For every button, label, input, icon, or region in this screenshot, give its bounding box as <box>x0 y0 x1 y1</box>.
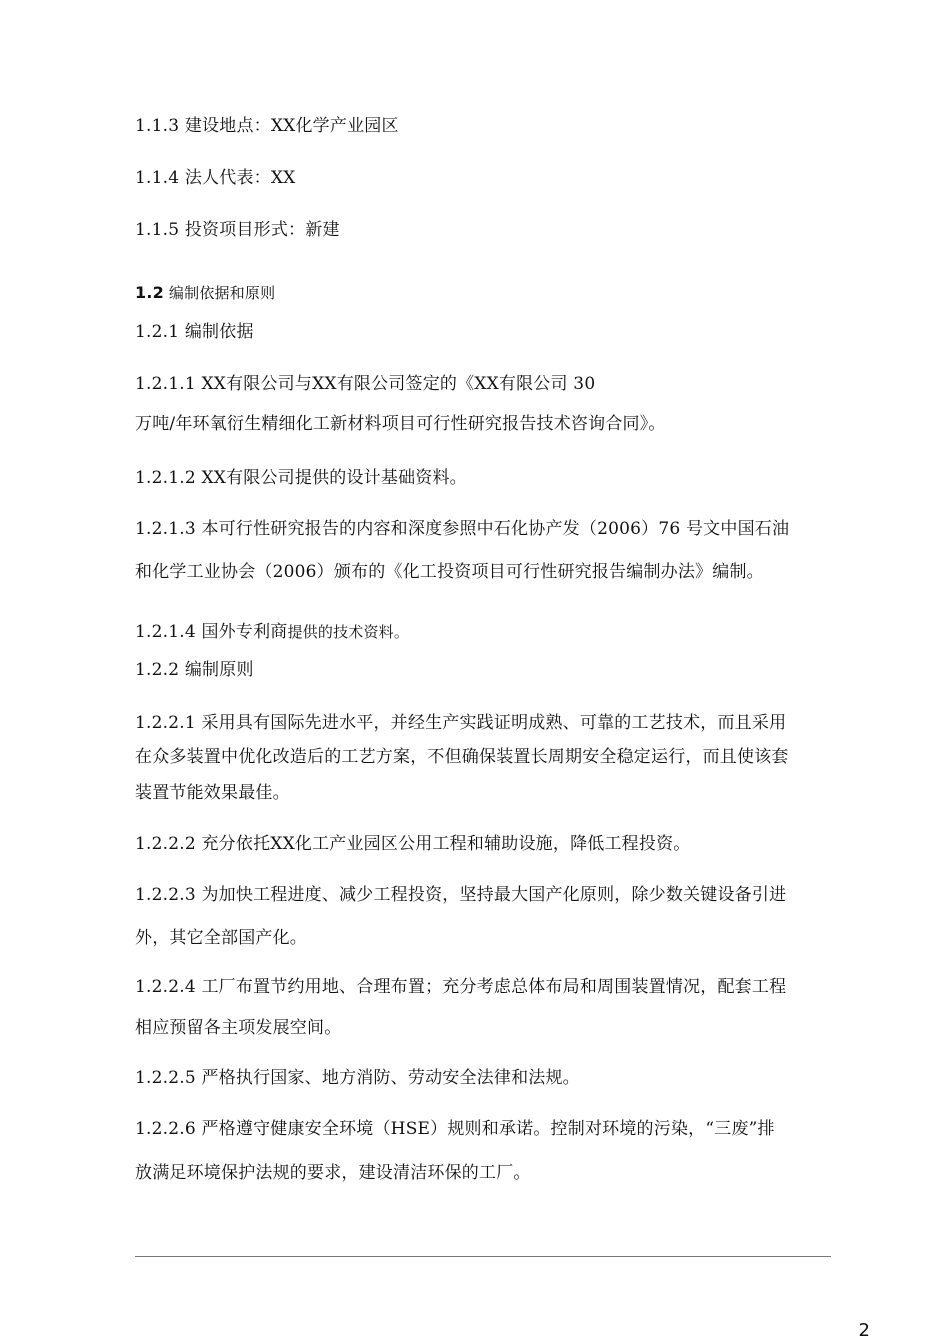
basis-2-line-1: 1.2.1.2 XX有限公司提供的设计基础资料。 <box>135 468 467 488</box>
basis-4-text: 提供的技术资料。 <box>287 623 410 641</box>
principle-6-line-2: 放满足环境保护法规的要求，建设清洁环保的工厂。 <box>135 1163 531 1183</box>
basis-4-line-1 <box>135 621 409 643</box>
footer-divider <box>135 1256 831 1257</box>
item-1-1-3: 1.1.3 建设地点：XX化学产业园区 <box>135 116 399 136</box>
principle-4-line-1: 1.2.2.4 工厂布置节约用地、合理布置；充分考虑总体布局和周围装置情况，配套工程 <box>135 977 787 997</box>
basis-1-line-2: 万吨/年环氧衍生精细化工新材料项目可行性研究报告技术咨询合同》。 <box>135 414 666 434</box>
section-number: 1.2 <box>135 283 164 302</box>
basis-3-line-1: 1.2.1.3 本可行性研究报告的内容和深度参照中石化协产发（2006）76 号文中国石油 <box>135 519 790 539</box>
section-heading-1-2 <box>135 282 275 304</box>
principle-2-line-1: 1.2.2.2 充分依托XX化工产业园区公用工程和辅助设施，降低工程投资。 <box>135 834 691 854</box>
basis-1-line-1: 1.2.1.1 XX有限公司与XX有限公司签定的《XX有限公司 30 <box>135 374 596 394</box>
subheading-basis: 1.2.1 编制依据 <box>135 322 254 342</box>
principle-6-line-1: 1.2.2.6 严格遵守健康安全环境（HSE）规则和承诺。控制对环境的污染，“三废”排 <box>135 1119 775 1139</box>
section-title: 编制依据和原则 <box>163 284 276 302</box>
principle-4-line-2: 相应预留各主项发展空间。 <box>135 1018 342 1038</box>
principle-3-line-2: 外，其它全部国产化。 <box>135 928 307 948</box>
principle-1-line-1: 1.2.2.1 采用具有国际先进水平，并经生产实践证明成熟、可靠的工艺技术，而且采用 <box>135 713 787 733</box>
item-1-1-4: 1.1.4 法人代表：XX <box>135 168 296 188</box>
principle-1-line-2: 在众多装置中优化改造后的工艺方案，不但确保装置长周期安全稳定运行，而且使该套 <box>135 747 789 767</box>
subheading-principles: 1.2.2 编制原则 <box>135 660 254 680</box>
principle-5-line-1: 1.2.2.5 严格执行国家、地方消防、劳动安全法律和法规。 <box>135 1068 580 1088</box>
page-number: 2 <box>858 1320 870 1341</box>
principle-3-line-1: 1.2.2.3 为加快工程进度、减少工程投资，坚持最大国产化原则，除少数关键设备引进 <box>135 885 787 905</box>
item-1-1-5: 1.1.5 投资项目形式：新建 <box>135 220 340 240</box>
principle-1-line-3: 装置节能效果最佳。 <box>135 783 290 803</box>
basis-4-number: 1.2.1.4 国外专利商 <box>135 622 288 642</box>
basis-3-line-2: 和化学工业协会（2006）颁布的《化工投资项目可行性研究报告编制办法》编制。 <box>135 562 764 582</box>
